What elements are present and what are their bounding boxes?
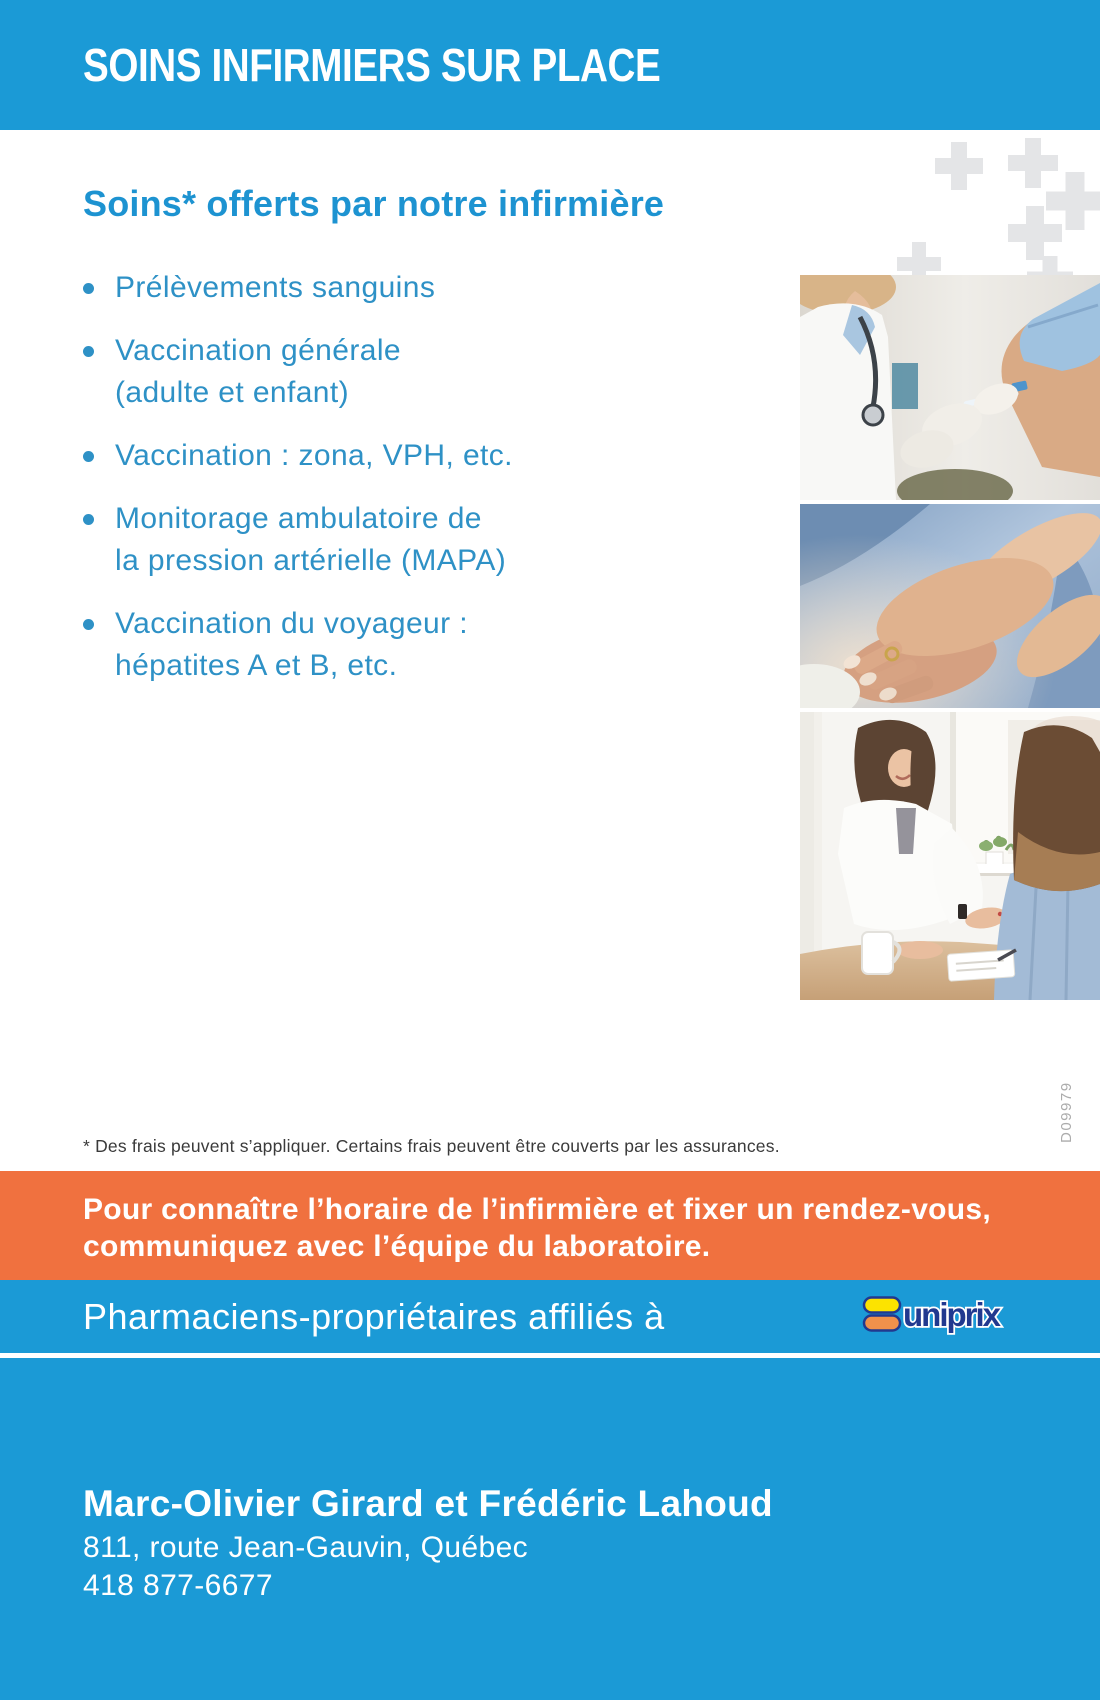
photo-pharmacist-consultation: [800, 712, 1100, 1000]
list-item: [115, 498, 755, 582]
document-code: D09979: [1058, 1081, 1075, 1143]
photo-nurse-vaccination: [800, 275, 1100, 500]
list-item: [115, 603, 755, 687]
list-item-text: (adulte et enfant): [115, 376, 350, 409]
affiliation-bar: [0, 1280, 1100, 1353]
list-item-text: Vaccination générale: [115, 334, 401, 367]
list-item-text: Prélèvements sanguins: [115, 271, 436, 304]
list-item-text: Vaccination : zona, VPH, etc.: [115, 439, 513, 472]
services-list: [115, 267, 755, 708]
banner-line-2: communiquez avec l’équipe du laboratoire.: [83, 1230, 711, 1263]
appointment-banner: [0, 1171, 1100, 1280]
pharmacy-owners: Marc-Olivier Girard et Frédéric Lahoud: [83, 1483, 773, 1524]
plus-decoration: [1008, 206, 1062, 260]
pharmacy-phone: 418 877-6677: [83, 1569, 273, 1602]
list-item-text: Vaccination du voyageur :: [115, 607, 468, 640]
uniprix-logo: [862, 1295, 1016, 1335]
list-item-text: la pression artérielle (MAPA): [115, 544, 507, 577]
plus-decoration: [935, 142, 983, 190]
list-item-text: Monitorage ambulatoire de: [115, 502, 482, 535]
header-bar: [0, 0, 1100, 130]
photo-caring-hands: [800, 504, 1100, 708]
list-item: [115, 435, 755, 477]
appointment-banner-text: [83, 1191, 991, 1265]
uniprix-logo-text: uniprix: [903, 1296, 1000, 1333]
list-item: [115, 267, 755, 309]
footnote: * Des frais peuvent s’appliquer. Certains frais peuvent être couverts par les assurances.: [83, 1136, 780, 1156]
affiliation-label: Pharmaciens-propriétaires affiliés à: [83, 1296, 665, 1337]
page-title: SOINS INFIRMIERS SUR PLACE: [83, 39, 661, 91]
list-item-text: hépatites A et B, etc.: [115, 649, 398, 682]
services-title: Soins* offerts par notre infirmière: [83, 183, 665, 224]
footer: [0, 1358, 1100, 1700]
pharmacy-address: 811, route Jean-Gauvin, Québec: [83, 1531, 529, 1564]
banner-line-1: Pour connaître l’horaire de l’infirmière et fixer un rendez-vous,: [83, 1193, 992, 1226]
list-item: [115, 330, 755, 414]
